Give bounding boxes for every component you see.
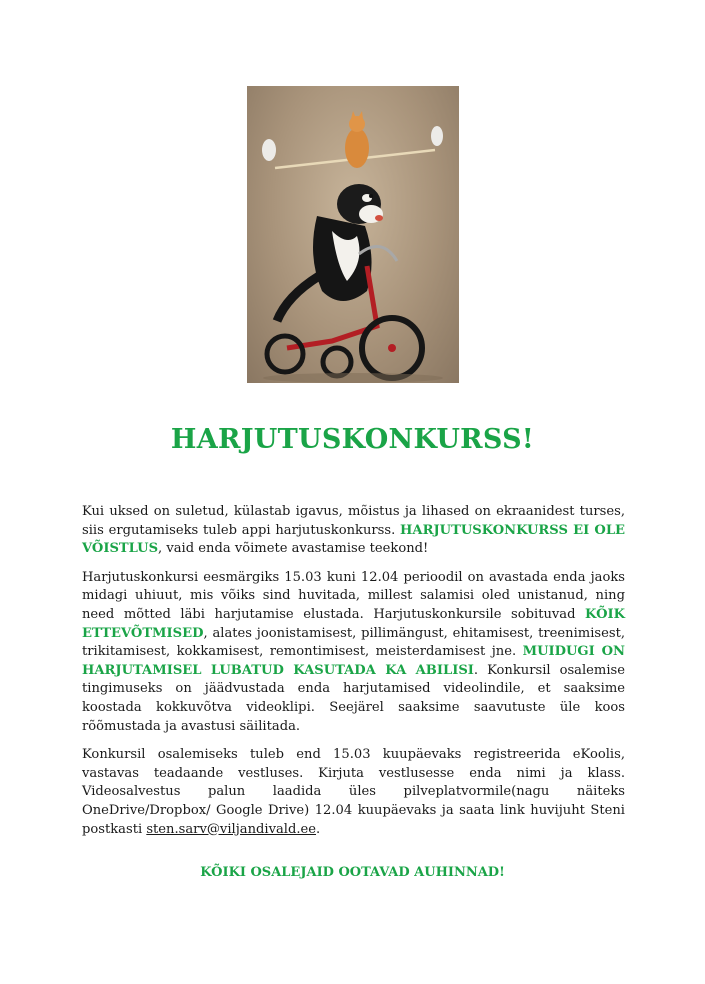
paragraph-intro: Kui uksed on suletud, külastab igavus, mõistus ja lihased on ekraanidest turses, siis ergutamiseks tuleb appi harjutuskonkurss. HARJUTUSKONKURSS EI OLE VÕISTLUS, vaid enda võimete avastamise teekond!: [82, 504, 626, 557]
paragraph-registration: Konkursil osalemiseks tuleb end 15.03 kuupäevaks registreerida eKoolis, vastavas teadaande vestluses. Kirjuta vestlusesse enda nimi ja klass. Videosalvestus palun laadida üles pilveplatvormile(nagu näiteks OneDrive/Dropbox/ Google Drive) 12.04 kuupäevaks ja saata link huvijuht Steni postkasti sten.sarv@viljandivald.ee.: [82, 747, 625, 837]
paragraph-goal: Harjutuskonkursi eesmärgiks 15.03 kuni 12.04 perioodil on avastada enda jaoks midagi uhiuut, mis võiks sind huvitada, millest salamisi oled unistanud, ning need mõtted läbi harjutamise elustada. Harjutuskonkursile sobituvad KÕIK ETTEVÕTMISED, alates joonistamisest, pillimängust, ehitamisest, treenimisest, trikitamisest, kokkamisest, remontimisest, meisterdamisest jne. MUIDUGI ON HARJUTAMISEL LUBATUD KASUTADA KA ABILISI. Konkursil osalemise tingimuseks on jäädvustada enda harjutamised videolindile, et saaksime koostada kokkuvõtva videoklipi. Seejärel saaksime saavutuste üle koos rõõmustada ja avastusi säilitada.: [82, 569, 626, 734]
content-body: [82, 503, 625, 849]
right-mouse: [431, 126, 443, 146]
highlight-all-endeavors: KÕIK ETTEVÕTMISED: [82, 606, 625, 641]
photo-illustration: [247, 86, 459, 383]
highlight-helpers-allowed: MUIDUGI ON HARJUTAMISEL LUBATUD KASUTADA KA ABILISI: [82, 644, 625, 678]
email-link[interactable]: sten.sarv@viljandivald.ee: [146, 821, 317, 837]
dog-tricycle-photo: [247, 86, 459, 383]
rear-wheel-left: [267, 336, 303, 372]
cat-body: [345, 128, 369, 168]
page-title: HARJUTUSKONKURSS!: [170, 424, 535, 455]
footer-prizes: KÕIKI OSALEJAID OOTAVAD AUHINNAD!: [200, 865, 505, 880]
left-mouse: [262, 139, 276, 161]
highlight-not-competition: HARJUTUSKONKURSS EI OLE VÕISTLUS: [82, 522, 626, 557]
rear-wheel-right: [323, 348, 351, 376]
